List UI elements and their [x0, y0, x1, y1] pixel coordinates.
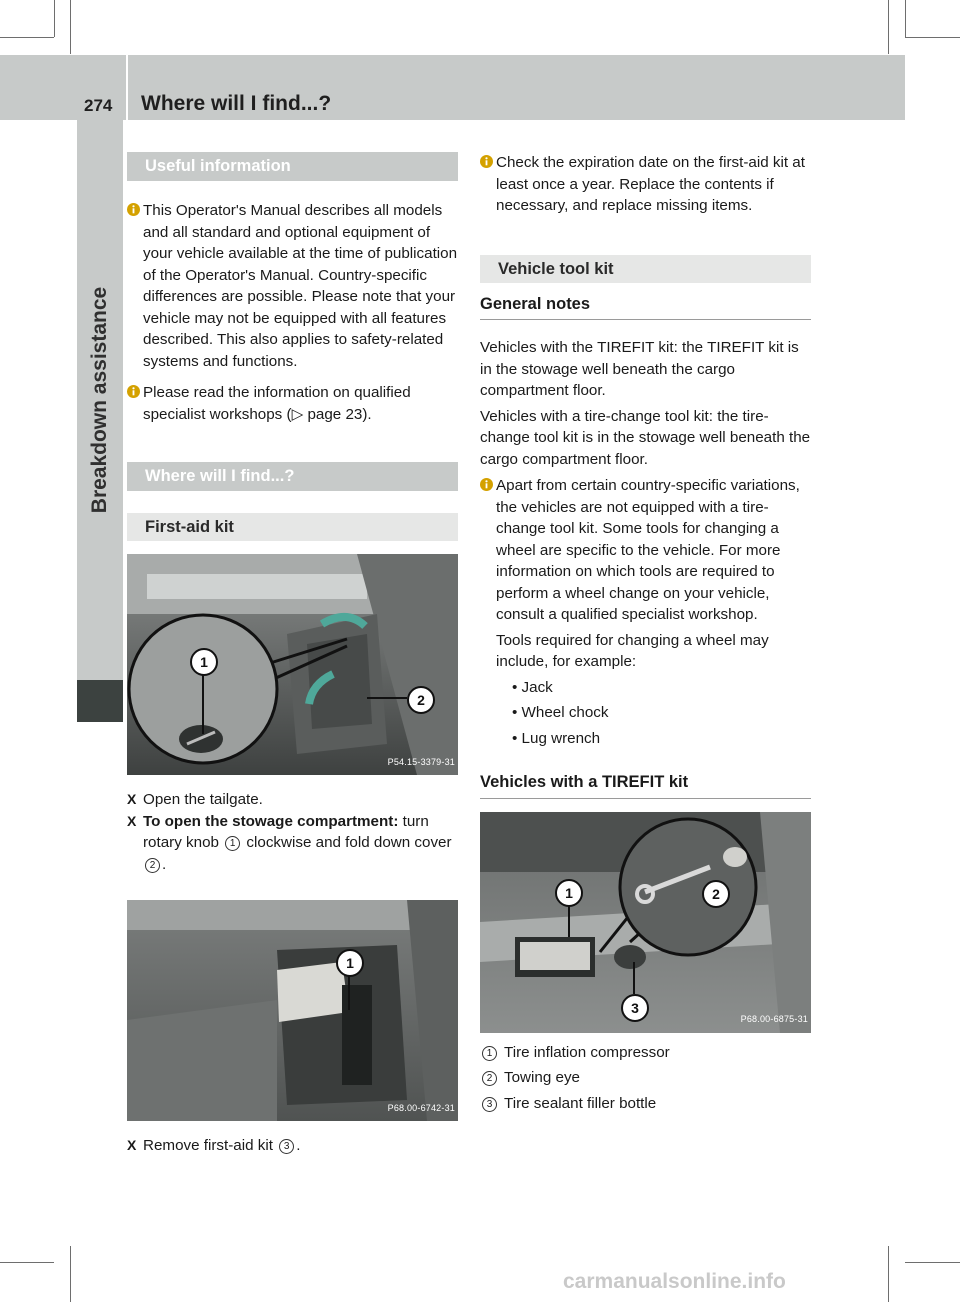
section-heading-useful-info: Useful information	[127, 152, 458, 181]
info-icon	[127, 382, 143, 425]
photo-first-aid-kit	[127, 900, 458, 1121]
crop-mark	[54, 0, 55, 37]
info-text-part: ).	[362, 405, 372, 423]
callout-3: 3	[621, 994, 649, 1022]
list-item: • Wheel chock	[512, 702, 811, 724]
info-icon	[127, 200, 143, 372]
paragraph: Vehicles with a tire-change tool kit: the tire-change tool kit is in the stowage well beneath the cargo compartment floor.	[480, 407, 811, 468]
section-heading-tool-kit: Vehicle tool kit	[480, 255, 811, 283]
info-text: Apart from certain country-specific variations, the vehicles are not equipped with a tire-change tool kit. Some tools for changing a wheel are specific to the vehicle. For more information on which tools are required to perform a wheel change on your vehicle, consult a qualified specialist workshop.	[496, 477, 800, 623]
ref-number: 3	[279, 1139, 294, 1154]
page-reference-link[interactable]: ▷ page 23	[291, 405, 363, 423]
info-note	[480, 152, 811, 217]
step-text	[143, 1135, 300, 1157]
info-icon	[480, 152, 496, 217]
legend-number	[480, 1093, 504, 1115]
step	[127, 789, 458, 811]
step-arrow-icon: X	[127, 791, 137, 807]
legend-text: Tire sealant filler bottle	[504, 1094, 657, 1112]
step-text	[143, 811, 458, 876]
legend-text: Towing eye	[504, 1069, 580, 1086]
step-text-part: clockwise and fold down cover	[242, 834, 452, 851]
legend-item	[480, 1093, 811, 1115]
legend-number	[480, 1067, 504, 1089]
left-column	[127, 152, 458, 1157]
info-note	[127, 382, 458, 425]
list-item: • Jack	[512, 677, 811, 699]
info-text: Check the expiration date on the first-aid kit at least once a year. Replace the contents if necessary, and replace missing items.	[496, 154, 805, 214]
step-text-part: .	[296, 1137, 301, 1154]
legend-number	[480, 1042, 504, 1064]
info-body	[496, 475, 811, 749]
ref-number: 3	[482, 1097, 497, 1112]
step-arrow-icon: X	[127, 1137, 137, 1153]
header-divider	[126, 55, 128, 120]
page-header-bar	[0, 55, 905, 120]
legend-item	[480, 1067, 811, 1089]
watermark: carmanualsonline.info	[563, 1270, 786, 1293]
ref-number: 1	[225, 836, 240, 851]
subheading-general-notes: General notes	[480, 294, 811, 321]
ref-number: 2	[482, 1071, 497, 1086]
info-note	[480, 475, 811, 749]
subsection-heading-first-aid: First-aid kit	[127, 513, 458, 541]
step	[127, 1135, 458, 1157]
info-note	[127, 200, 458, 372]
legend-text: Tire inflation compressor	[504, 1043, 670, 1061]
legend	[480, 1042, 811, 1115]
info-text	[143, 382, 458, 425]
step	[127, 811, 458, 876]
info-text: This Operator's Manual describes all models and all standard and optional equipment of your vehicle available at the time of publication of the Operator's Manual. Country-specific differences are possible. Please note that your vehicle may not be equipped with all features described. This also applies to safety-related systems and functions.	[143, 202, 458, 370]
callout-2: 2	[407, 686, 435, 714]
crop-mark	[888, 0, 889, 54]
crop-mark	[0, 1262, 54, 1263]
step-text: Open the tailgate.	[143, 791, 263, 808]
crop-mark	[70, 0, 71, 54]
tool-list	[496, 677, 811, 750]
legend-item	[480, 1042, 811, 1064]
ref-number: 2	[145, 858, 160, 873]
photo-tirefit-kit	[480, 812, 811, 1033]
crop-mark	[905, 0, 906, 37]
chapter-tab-marker[interactable]	[77, 680, 123, 722]
page-title: Where will I find...?	[141, 92, 332, 115]
paragraph: Vehicles with the TIREFIT kit: the TIREFIT kit is in the stowage well beneath the cargo compartment floor.	[480, 339, 799, 399]
crop-mark	[888, 1246, 889, 1302]
crop-mark	[905, 37, 960, 38]
photo-code: P68.00-6742-31	[387, 1102, 455, 1113]
photo-code: P54.15-3379-31	[387, 756, 455, 767]
right-column	[480, 152, 811, 1118]
callout-1: 1	[190, 648, 218, 676]
crop-mark	[70, 1246, 71, 1302]
ref-number: 1	[482, 1046, 497, 1061]
subheading-tirefit: Vehicles with a TIREFIT kit	[480, 772, 811, 799]
step-text-part: Remove first-aid kit	[143, 1137, 278, 1154]
photo-code: P68.00-6875-31	[740, 1014, 808, 1024]
list-item: • Lug wrench	[512, 728, 811, 750]
photo-cargo-compartment-knob	[127, 554, 458, 775]
crop-mark	[905, 1262, 960, 1263]
step-text-bold: To open the stowage compartment:	[143, 812, 399, 830]
section-heading-where: Where will I find...?	[127, 462, 458, 491]
callout-1: 1	[555, 879, 583, 907]
chapter-tab-label: Breakdown assistance	[88, 286, 111, 514]
page-number: 274	[84, 96, 113, 115]
info-text: Tools required for changing a wheel may include, for example:	[496, 631, 769, 670]
info-text-part: Please read the information on qualified specialist workshops (	[143, 384, 411, 423]
step-text-part: turn rotary knob	[143, 812, 429, 851]
callout-2: 2	[702, 880, 730, 908]
info-icon	[480, 475, 496, 749]
step-text-part: .	[162, 855, 167, 873]
callout-1: 1	[336, 949, 364, 977]
crop-mark	[0, 37, 54, 38]
step-arrow-icon: X	[127, 812, 137, 829]
